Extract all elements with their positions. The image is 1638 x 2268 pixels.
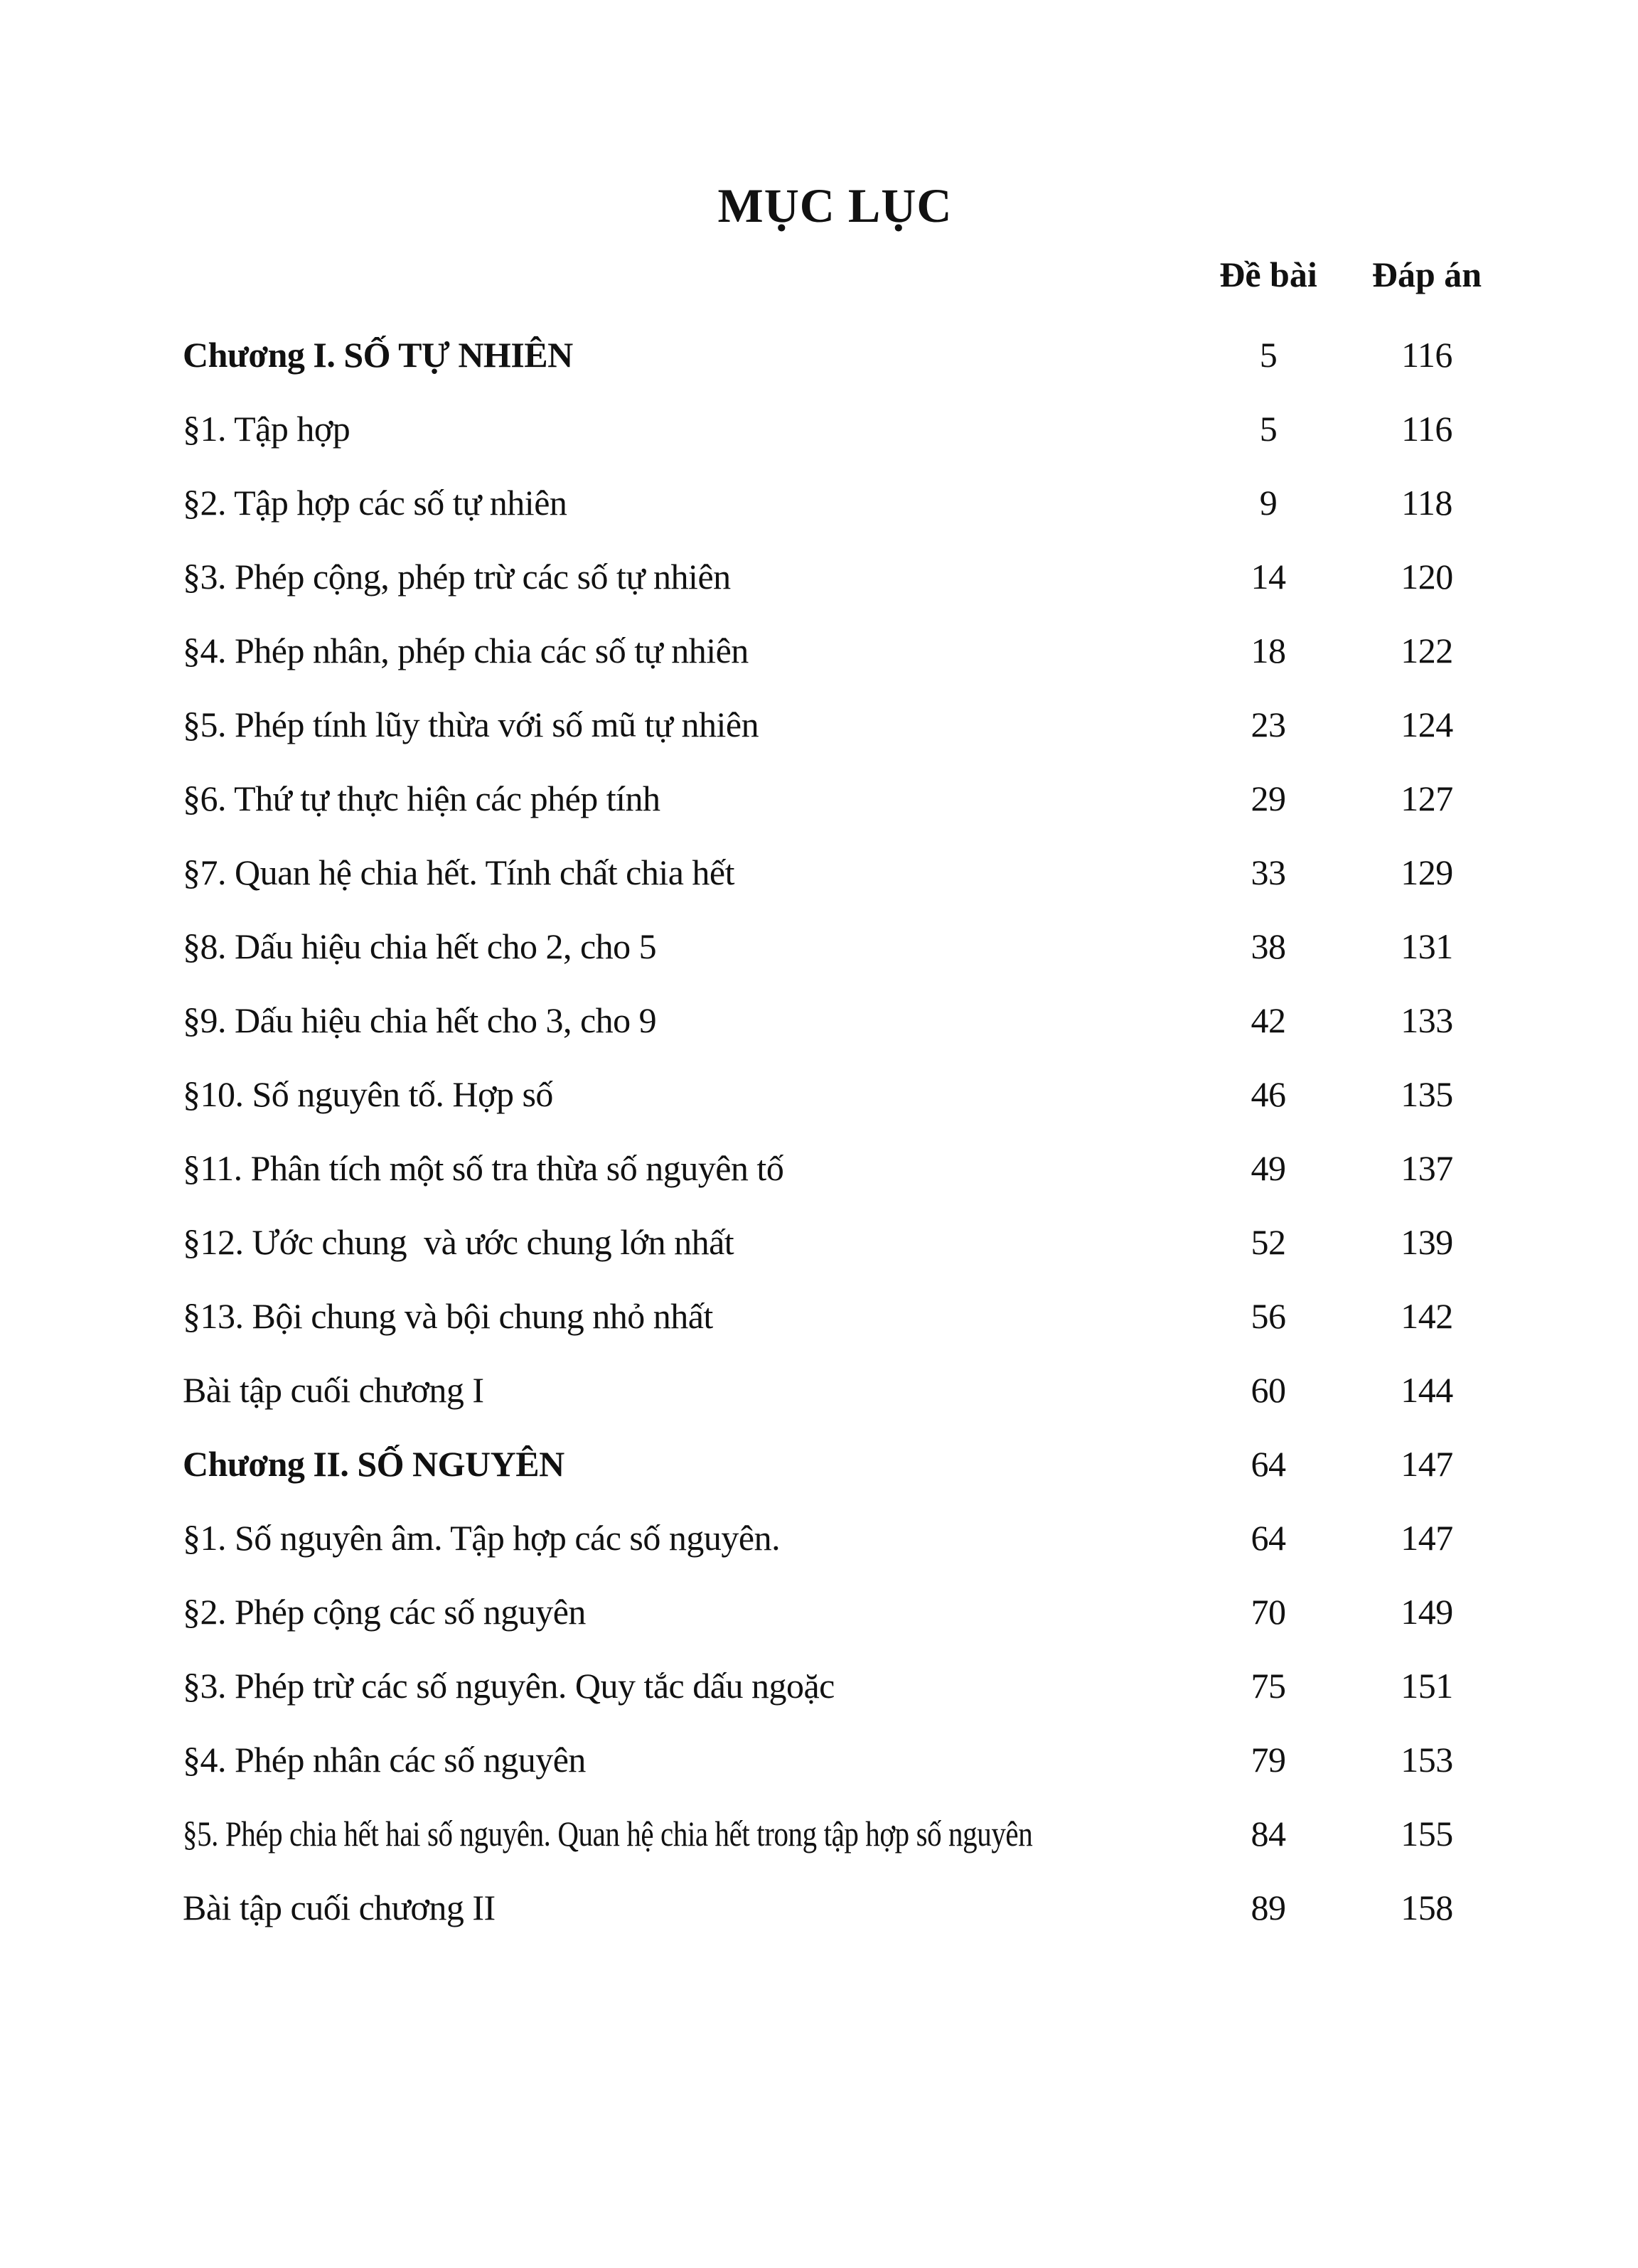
toc-row-dapan-page: 116 bbox=[1401, 335, 1452, 375]
toc-row-label-text: §3. Phép cộng, phép trừ các số tự nhiên bbox=[183, 557, 731, 597]
column-header-dap-an: Đáp án bbox=[1371, 255, 1482, 294]
toc-row-dapan-page: 116 bbox=[1401, 409, 1452, 449]
toc-row bbox=[183, 1353, 1487, 1427]
toc-row bbox=[183, 983, 1487, 1057]
toc-row-debai-page: 14 bbox=[1251, 557, 1286, 597]
toc-row bbox=[183, 688, 1487, 761]
toc-row-dapan-page: 158 bbox=[1401, 1888, 1453, 1927]
toc-row-dapan-page: 122 bbox=[1401, 631, 1453, 670]
toc-row-debai-page: 29 bbox=[1251, 779, 1286, 818]
toc-row bbox=[183, 392, 1487, 466]
toc-row-label bbox=[183, 631, 1208, 670]
toc-row-dapan-page: 137 bbox=[1401, 1148, 1453, 1188]
toc-row-debai-page: 38 bbox=[1251, 926, 1286, 966]
toc-row-label bbox=[183, 1666, 1208, 1706]
toc-row bbox=[183, 466, 1487, 540]
toc-row bbox=[183, 1501, 1487, 1575]
toc-row-dapan-page: 144 bbox=[1401, 1370, 1453, 1410]
toc-row-debai-page: 52 bbox=[1251, 1222, 1286, 1262]
page-title: MỤC LỤC bbox=[717, 178, 953, 232]
toc-row-dapan-page: 142 bbox=[1401, 1296, 1453, 1336]
toc-row-dapan-page: 135 bbox=[1401, 1074, 1453, 1114]
toc-row bbox=[183, 614, 1487, 688]
toc-row-label-text: §4. Phép nhân các số nguyên bbox=[183, 1740, 586, 1780]
toc-row-label-text: §9. Dấu hiệu chia hết cho 3, cho 9 bbox=[183, 1000, 657, 1040]
toc-row-label bbox=[183, 852, 1208, 892]
toc-row-dapan-page: 127 bbox=[1401, 779, 1453, 818]
toc-row bbox=[183, 909, 1487, 983]
toc-row-debai-page: 64 bbox=[1251, 1444, 1286, 1484]
toc-row-label bbox=[183, 1740, 1208, 1780]
toc-row-label-text: §11. Phân tích một số tra thừa số nguyên tố bbox=[183, 1148, 784, 1188]
toc-row-label-text: §13. Bội chung và bội chung nhỏ nhất bbox=[183, 1296, 713, 1336]
toc-row bbox=[183, 1871, 1487, 1945]
toc-row-label-text: §2. Tập hợp các số tự nhiên bbox=[183, 483, 567, 523]
toc-row-dapan-page: 139 bbox=[1401, 1222, 1453, 1262]
toc-row-label-text: §1. Số nguyên âm. Tập hợp các số nguyên. bbox=[183, 1518, 781, 1558]
toc-row bbox=[183, 540, 1487, 614]
toc-row-label bbox=[183, 557, 1208, 597]
toc-row-dapan-page: 147 bbox=[1401, 1518, 1453, 1558]
toc-row-label bbox=[183, 409, 1208, 449]
toc-row-label-text: §3. Phép trừ các số nguyên. Quy tắc dấu ngoặc bbox=[183, 1666, 835, 1706]
toc-row-debai-page: 84 bbox=[1251, 1814, 1286, 1854]
toc-row bbox=[183, 1131, 1487, 1205]
toc-row bbox=[183, 1205, 1487, 1279]
toc-rows-container bbox=[183, 318, 1487, 1945]
toc-row-label bbox=[183, 1148, 1208, 1188]
toc-row-label bbox=[183, 1592, 1208, 1632]
toc-row bbox=[183, 1575, 1487, 1649]
toc-row-debai-page: 18 bbox=[1251, 631, 1286, 670]
toc-row-label bbox=[183, 705, 1208, 744]
toc-row-label-text: §6. Thứ tự thực hiện các phép tính bbox=[183, 779, 660, 818]
toc-row-label-text: §2. Phép cộng các số nguyên bbox=[183, 1592, 586, 1632]
toc-row-debai-page: 70 bbox=[1251, 1592, 1286, 1632]
toc-row-label-text: §1. Tập hợp bbox=[183, 409, 350, 449]
toc-row-debai-page: 75 bbox=[1251, 1666, 1286, 1706]
column-header-row bbox=[183, 257, 1487, 292]
toc-row-debai-page: 60 bbox=[1251, 1370, 1286, 1410]
toc-row-debai-page: 42 bbox=[1251, 1000, 1286, 1040]
toc-row-label-text: Chương II. SỐ NGUYÊN bbox=[183, 1444, 564, 1484]
toc-row-label-text: §10. Số nguyên tố. Hợp số bbox=[183, 1074, 553, 1114]
toc-row-label bbox=[183, 1222, 1208, 1262]
toc-row bbox=[183, 1797, 1487, 1871]
toc-row-debai-page: 9 bbox=[1259, 483, 1278, 523]
toc-row-label-text: Bài tập cuối chương I bbox=[183, 1370, 484, 1410]
toc-row-label bbox=[183, 1518, 1208, 1558]
toc-row-debai-page: 5 bbox=[1259, 335, 1278, 375]
toc-row-label-text: §12. Ước chung và ước chung lớn nhất bbox=[183, 1222, 734, 1262]
column-header-de-bai: Đề bài bbox=[1219, 255, 1317, 294]
toc-row-debai-page: 49 bbox=[1251, 1148, 1286, 1188]
toc-row-dapan-page: 133 bbox=[1401, 1000, 1453, 1040]
toc-row-label bbox=[183, 926, 1208, 966]
toc-row-debai-page: 23 bbox=[1251, 705, 1286, 744]
toc-row bbox=[183, 318, 1487, 392]
toc-row-dapan-page: 120 bbox=[1401, 557, 1453, 597]
toc-row-debai-page: 56 bbox=[1251, 1296, 1286, 1336]
toc-row-debai-page: 5 bbox=[1259, 409, 1278, 449]
toc-row-label-text: Chương I. SỐ TỰ NHIÊN bbox=[183, 335, 573, 375]
toc-row-label bbox=[183, 1296, 1208, 1336]
toc-row-label bbox=[183, 779, 1208, 818]
toc-row-debai-page: 89 bbox=[1251, 1888, 1286, 1927]
toc-row bbox=[183, 835, 1487, 909]
toc-row-dapan-page: 155 bbox=[1401, 1814, 1453, 1854]
toc-row bbox=[183, 1723, 1487, 1797]
toc-row bbox=[183, 1427, 1487, 1501]
toc-row-dapan-page: 131 bbox=[1401, 926, 1453, 966]
toc-row-debai-page: 79 bbox=[1251, 1740, 1286, 1780]
toc-row-dapan-page: 151 bbox=[1401, 1666, 1453, 1706]
toc-row-label bbox=[183, 335, 1208, 375]
toc-row-dapan-page: 118 bbox=[1401, 483, 1452, 523]
toc-row-debai-page: 33 bbox=[1251, 852, 1286, 892]
toc-row-label bbox=[183, 1888, 1208, 1927]
toc-row-label bbox=[183, 483, 1208, 523]
toc-row-dapan-page: 149 bbox=[1401, 1592, 1453, 1632]
toc-row-label bbox=[183, 1814, 1208, 1854]
toc-row-debai-page: 64 bbox=[1251, 1518, 1286, 1558]
toc-row-label bbox=[183, 1074, 1208, 1114]
toc-row-dapan-page: 124 bbox=[1401, 705, 1453, 744]
toc-row-label bbox=[183, 1000, 1208, 1040]
toc-row-label-text: §5. Phép chia hết hai số nguyên. Quan hệ chia hết trong tập hợp số nguyên bbox=[183, 1814, 1033, 1854]
toc-row-label-text: §5. Phép tính lũy thừa với số mũ tự nhiên bbox=[183, 705, 759, 744]
toc-row-debai-page: 46 bbox=[1251, 1074, 1286, 1114]
toc-row-label-text: Bài tập cuối chương II bbox=[183, 1888, 496, 1927]
toc-row-label bbox=[183, 1444, 1208, 1484]
toc-row-label bbox=[183, 1370, 1208, 1410]
toc-row bbox=[183, 1057, 1487, 1131]
toc-row-label-text: §7. Quan hệ chia hết. Tính chất chia hết bbox=[183, 852, 735, 892]
toc-row-label-text: §4. Phép nhân, phép chia các số tự nhiên bbox=[183, 631, 749, 670]
toc-row bbox=[183, 1279, 1487, 1353]
toc-row bbox=[183, 761, 1487, 835]
toc-row bbox=[183, 1649, 1487, 1723]
toc-row-dapan-page: 129 bbox=[1401, 852, 1453, 892]
toc-row-dapan-page: 153 bbox=[1401, 1740, 1453, 1780]
toc-row-label-text: §8. Dấu hiệu chia hết cho 2, cho 5 bbox=[183, 926, 657, 966]
toc-row-dapan-page: 147 bbox=[1401, 1444, 1453, 1484]
